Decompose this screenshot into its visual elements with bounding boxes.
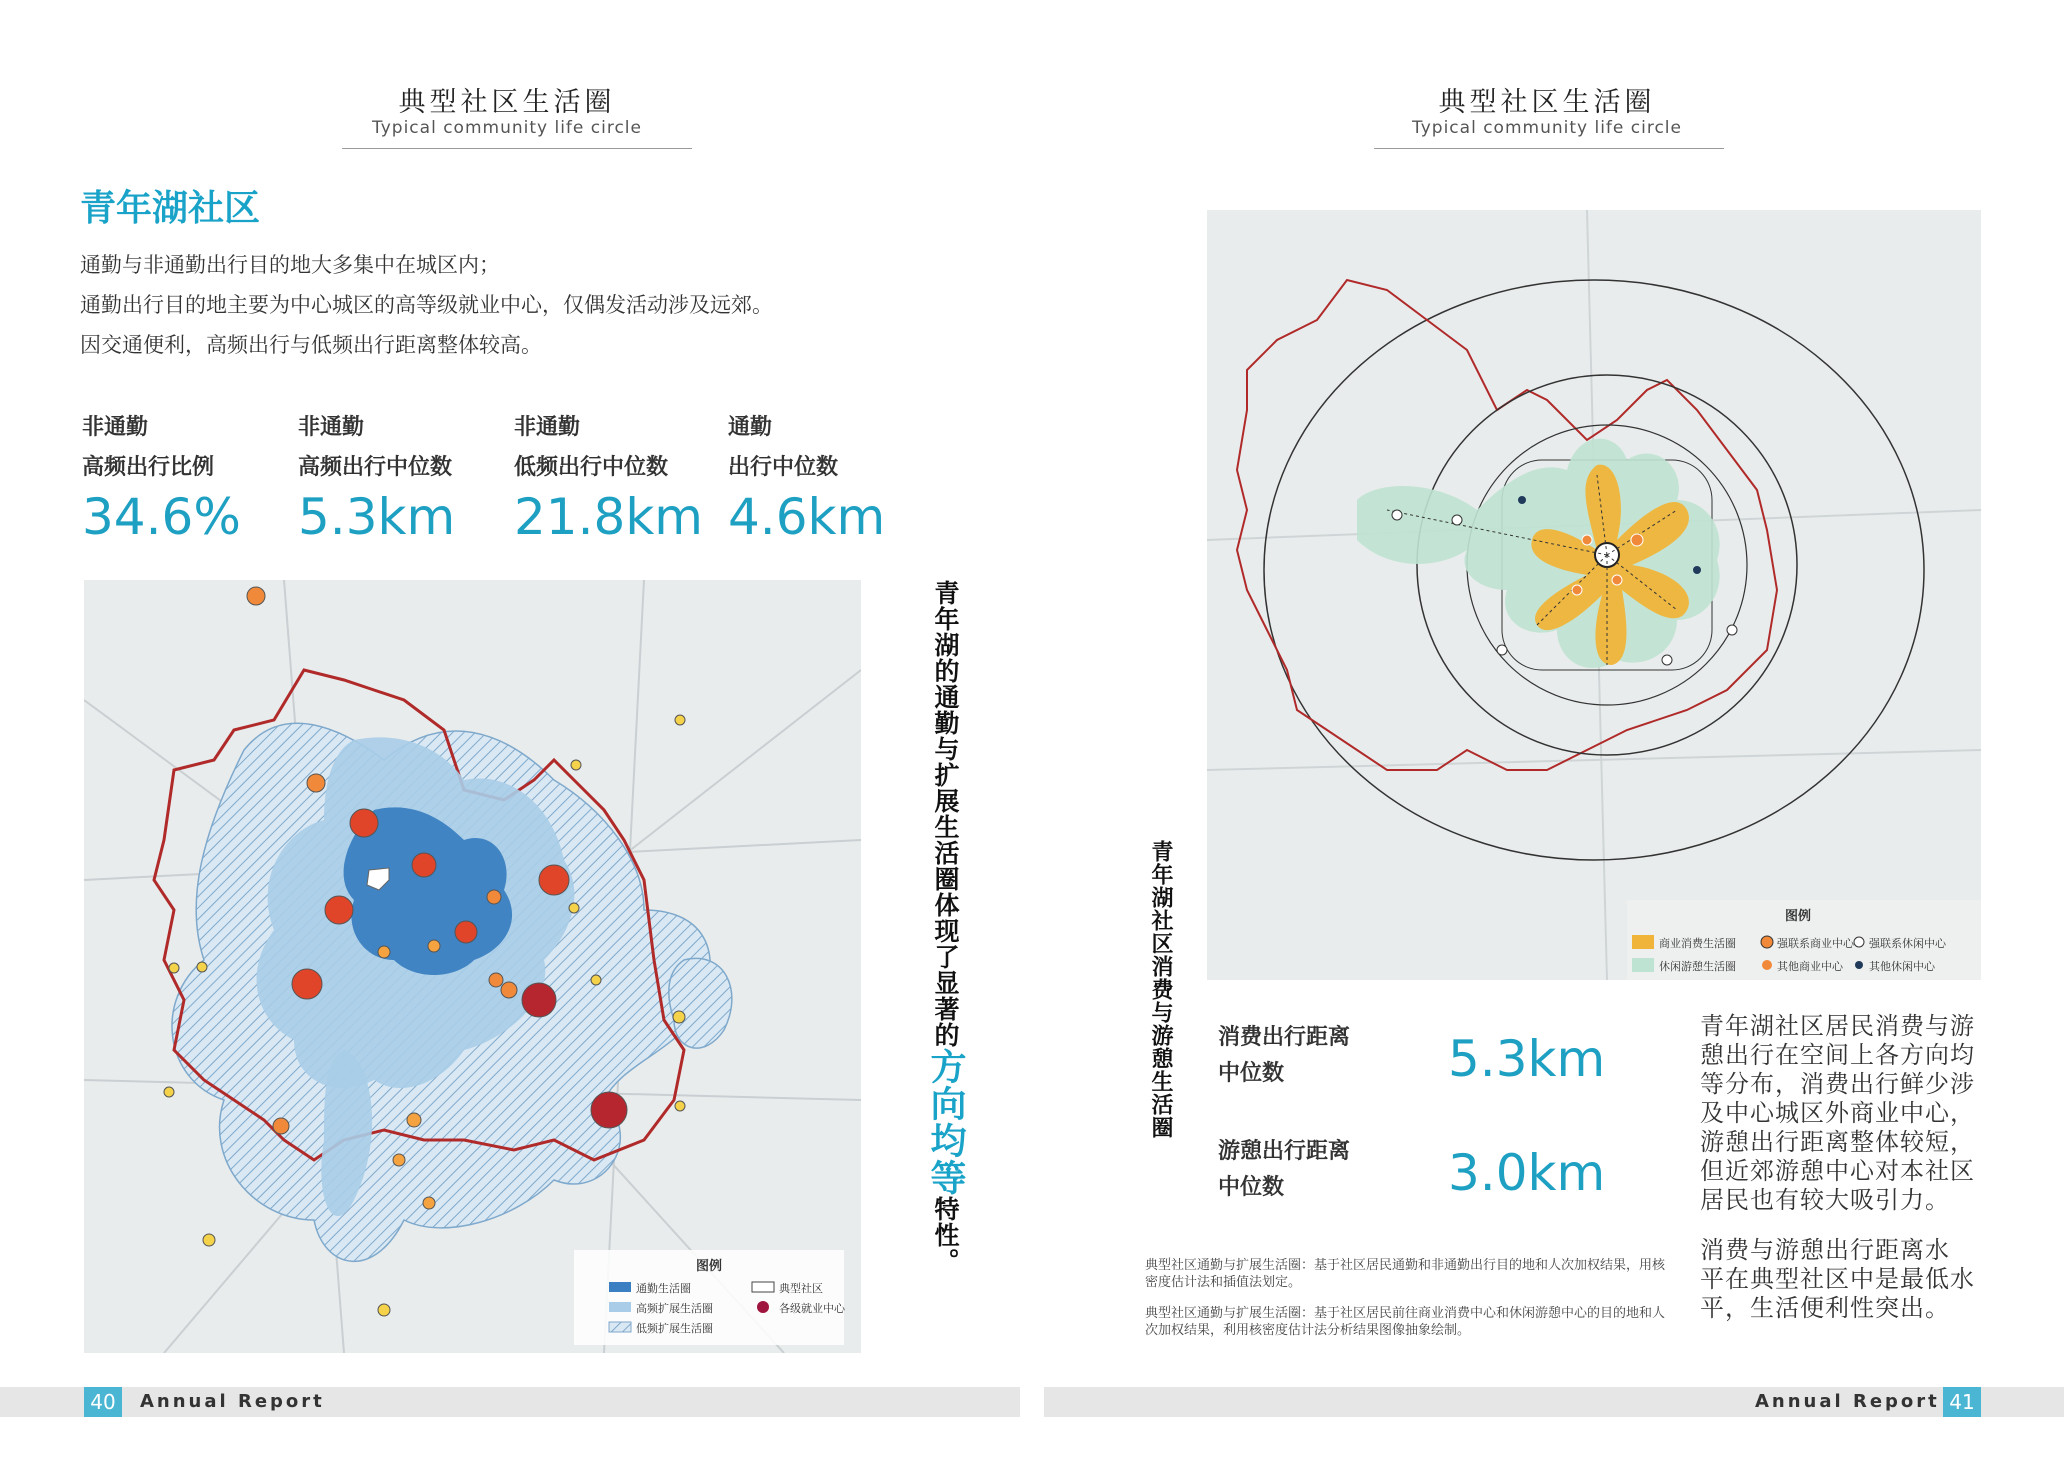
stat-label-line2: 高频出行中位数: [298, 455, 453, 480]
description-line: 因交通便利，高频出行与低频出行距离整体较高。: [80, 333, 542, 357]
map-graphic: [84, 580, 861, 1353]
legend-label: 典型社区: [779, 1282, 823, 1295]
employment-center: [591, 1092, 627, 1128]
employment-center: [350, 809, 378, 837]
caption-prefix: 青年湖的通勤与扩展生活圈体现了显著的: [931, 580, 960, 1048]
footnote: 典型社区通勤与扩展生活圈：基于社区居民通勤和非通勤出行目的地和人次加权结果，用核密度估计法和插值法划定。: [1145, 1258, 1666, 1290]
stat-label-line1: 非通勤: [82, 415, 149, 440]
employment-center: [489, 973, 503, 987]
employment-center: [325, 896, 353, 924]
map-graphic: [1207, 210, 1981, 980]
employment-center: [292, 969, 322, 999]
paragraph-line: 居民也有较大吸引力。: [1700, 1186, 1950, 1214]
stat-label-line1: 非通勤: [298, 415, 365, 440]
paragraph-line: 游憩出行距离整体较短，: [1700, 1128, 1975, 1156]
legend-label: 通勤生活圈: [636, 1282, 691, 1295]
stat-block: [514, 408, 714, 546]
left-header-subtitle: Typical community life circle: [372, 118, 642, 138]
legend-label: 低频扩展生活圈: [636, 1322, 713, 1335]
employment-center: [569, 903, 579, 913]
legend-title: 图例: [1785, 909, 1812, 924]
commerce-center: [1572, 585, 1582, 595]
commute-life-circle-map: [84, 580, 861, 1353]
stat-label-line1: 通勤: [728, 415, 773, 440]
legend-swatch-strong-commerce: [1761, 936, 1773, 948]
stat-block: [1218, 1134, 1350, 1206]
left-header-divider: [342, 148, 692, 149]
employment-center: [428, 940, 440, 952]
left-page-number: 40: [84, 1387, 122, 1417]
leisure-center: [1497, 645, 1507, 655]
legend-label: 其他休闲中心: [1869, 960, 1935, 973]
stat-block: [82, 408, 262, 546]
description-line: 通勤与非通勤出行目的地大多集中在城区内；: [80, 253, 500, 277]
left-footer-text: Annual Report: [140, 1391, 325, 1412]
right-paragraph-2: [1700, 1236, 1990, 1323]
stat-label-line1: 消费出行距离: [1218, 1025, 1351, 1050]
legend-swatch-low-frequency: [609, 1322, 631, 1332]
stat-label-line2: 中位数: [1218, 1175, 1285, 1200]
legend-label: 商业消费生活圈: [1659, 937, 1736, 950]
commerce-center: [1582, 535, 1592, 545]
employment-center: [393, 1154, 405, 1166]
stat-block: [298, 408, 498, 546]
employment-center: [501, 982, 517, 998]
stat-label-line2: 低频出行中位数: [514, 455, 669, 480]
employment-center: [571, 760, 581, 770]
stat-label-line2: 高频出行比例: [82, 455, 215, 480]
right-vertical-caption: 青年湖社区消费与游憩生活圈: [1148, 840, 1173, 1139]
description: [80, 245, 773, 365]
paragraph-line: 消费与游憩出行距离水: [1700, 1236, 1950, 1264]
legend-swatch-other-commerce: [1762, 960, 1772, 970]
stat-value: 5.3km: [298, 488, 456, 546]
stat-label-line2: 中位数: [1218, 1061, 1285, 1086]
employment-center: [675, 1101, 685, 1111]
footnote: 典型社区通勤与扩展生活圈：基于社区居民前往商业消费中心和休闲游憩中心的目的地和人次加权结果，利用核密度估计法分析结果图像抽象绘制。: [1145, 1306, 1666, 1338]
description-line: 通勤出行目的地主要为中心城区的高等级就业中心，仅偶发活动涉及远郊。: [80, 293, 773, 317]
employment-center: [307, 774, 325, 792]
legend-title: 图例: [696, 1259, 723, 1274]
stat-block: [728, 408, 908, 546]
legend-label: 各级就业中心: [779, 1302, 845, 1315]
commerce-center: [1631, 534, 1643, 546]
stat-value: 5.3km: [1448, 1030, 1606, 1088]
legend-swatch-strong-leisure: [1854, 937, 1864, 947]
leisure-center: [1727, 625, 1737, 635]
employment-center: [203, 1234, 215, 1246]
right-paragraph-1: [1700, 1012, 1990, 1215]
stat-label-line2: 出行中位数: [728, 455, 839, 480]
employment-center: [164, 1087, 174, 1097]
employment-center: [591, 975, 601, 985]
community-name: 青年湖社区: [80, 188, 261, 229]
left-header-title: 典型社区生活圈: [398, 87, 616, 118]
legend-swatch-commerce: [1632, 935, 1654, 949]
employment-center: [247, 587, 265, 605]
stat-label-line1: 游憩出行距离: [1218, 1139, 1351, 1164]
paragraph-line: 平在典型社区中是最低水: [1700, 1265, 1975, 1293]
low-frequency-zone: [669, 958, 732, 1048]
right-header-subtitle: Typical community life circle: [1412, 118, 1682, 138]
employment-center: [378, 946, 390, 958]
left-vertical-caption: [920, 580, 971, 1300]
right-page-number: 41: [1943, 1387, 1981, 1417]
employment-center: [539, 865, 569, 895]
legend-label: 强联系商业中心: [1777, 937, 1854, 950]
legend-swatch-other-leisure: [1855, 961, 1863, 969]
employment-center: [455, 921, 477, 943]
employment-center: [673, 1011, 685, 1023]
caption-suffix: 特性。: [931, 1196, 960, 1274]
employment-center: [378, 1304, 390, 1316]
right-footer-text: Annual Report: [1755, 1391, 1940, 1412]
stat-value: 34.6%: [82, 488, 241, 546]
legend-swatch-commute: [609, 1282, 631, 1292]
paragraph-line: 等分布，消费出行鲜少涉: [1700, 1070, 1975, 1098]
leisure-center: [1392, 510, 1402, 520]
consumption-leisure-map: [1207, 210, 1981, 980]
stat-value: 3.0km: [1448, 1144, 1606, 1202]
employment-center: [675, 715, 685, 725]
caption-highlight: 方向均等: [925, 1048, 966, 1196]
paragraph-line: 青年湖社区居民消费与游: [1700, 1012, 1975, 1040]
legend-swatch-high-frequency: [609, 1302, 631, 1312]
legend-label: 高频扩展生活圈: [636, 1302, 713, 1315]
employment-center: [522, 983, 556, 1017]
commerce-center: [1612, 575, 1622, 585]
stat-value: 4.6km: [728, 488, 886, 546]
employment-center: [412, 853, 436, 877]
legend-label: 其他商业中心: [1777, 960, 1843, 973]
employment-center: [423, 1197, 435, 1209]
legend-label: 休闲游憩生活圈: [1659, 960, 1736, 973]
employment-center: [407, 1113, 421, 1127]
employment-center: [169, 963, 179, 973]
paragraph-line: 憩出行在空间上各方向均: [1700, 1041, 1975, 1069]
employment-center: [487, 890, 501, 904]
other-leisure-center: [1518, 496, 1526, 504]
legend-swatch-leisure: [1632, 958, 1654, 972]
legend-swatch-employment-center: [757, 1301, 769, 1313]
employment-center: [273, 1118, 289, 1134]
stat-value: 21.8km: [514, 488, 703, 546]
paragraph-line: 平，生活便利性突出。: [1700, 1294, 1950, 1322]
right-header-divider: [1374, 148, 1724, 149]
employment-center: [197, 962, 207, 972]
leisure-center: [1662, 655, 1672, 665]
legend-label: 强联系休闲中心: [1869, 937, 1946, 950]
stat-block: [1218, 1020, 1350, 1092]
paragraph-line: 但近郊游憩中心对本社区: [1700, 1157, 1975, 1185]
paragraph-line: 及中心城区外商业中心，: [1700, 1099, 1975, 1127]
right-header-title: 典型社区生活圈: [1438, 87, 1656, 118]
leisure-center: [1452, 515, 1462, 525]
legend-swatch-typical-community: [752, 1282, 774, 1292]
stat-label-line1: 非通勤: [514, 415, 581, 440]
other-leisure-center: [1693, 566, 1701, 574]
